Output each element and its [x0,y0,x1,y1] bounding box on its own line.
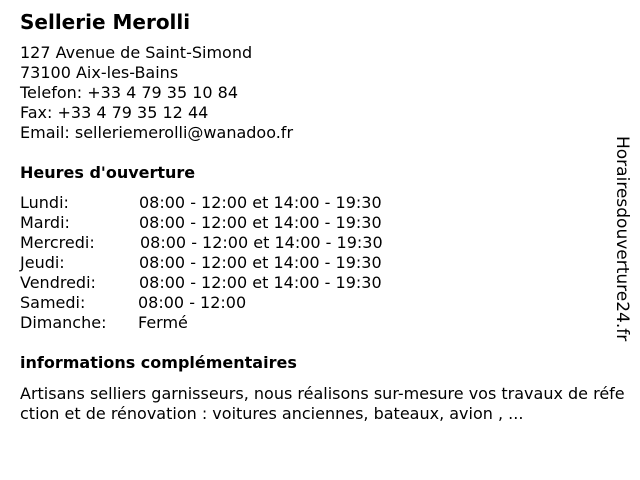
hours-row-sunday [20,313,440,333]
hours-row-monday [20,193,440,213]
hours-row-wednesday [20,233,440,253]
day-label: Vendredi: [20,273,96,292]
time-range: 08:00 - 12:00 et 14:00 - 19:30 [139,193,382,212]
time-range: 08:00 - 12:00 [138,293,247,312]
address-street: 127 Avenue de Saint-Simond [20,43,253,62]
business-name: Sellerie Merolli [20,10,191,34]
hours-row-saturday [20,293,440,313]
address-city: 73100 Aix-les-Bains [20,63,179,82]
phone-number: Telefon: +33 4 79 35 10 84 [20,83,239,102]
day-label: Mardi: [20,213,70,232]
fax-number: Fax: +33 4 79 35 12 44 [20,103,209,122]
hours-row-friday [20,273,440,293]
day-label: Jeudi: [20,253,65,272]
additional-info-text: Artisans selliers garnisseurs, nous réalisons sur-mesure vos travaux de réfection et de rénovation : voitures anciennes, bateaux, avion , ... [20,384,625,423]
time-range: 08:00 - 12:00 et 14:00 - 19:30 [139,273,382,292]
time-range: 08:00 - 12:00 et 14:00 - 19:30 [139,253,382,272]
opening-hours-heading: Heures d'ouverture [20,163,196,182]
time-range: 08:00 - 12:00 et 14:00 - 19:30 [139,213,382,232]
day-label: Mercredi: [20,233,95,252]
day-label: Samedi: [20,293,86,312]
time-range: 08:00 - 12:00 et 14:00 - 19:30 [140,233,383,252]
hours-row-tuesday [20,213,440,233]
additional-info-heading: informations complémentaires [20,353,297,372]
site-watermark: Horairesdouverture24.fr [612,136,632,342]
day-label: Lundi: [20,193,69,212]
email-address: Email: selleriemerolli@wanadoo.fr [20,123,294,142]
hours-row-thursday [20,253,440,273]
day-label: Dimanche: [20,313,107,332]
time-range: Fermé [138,313,188,332]
